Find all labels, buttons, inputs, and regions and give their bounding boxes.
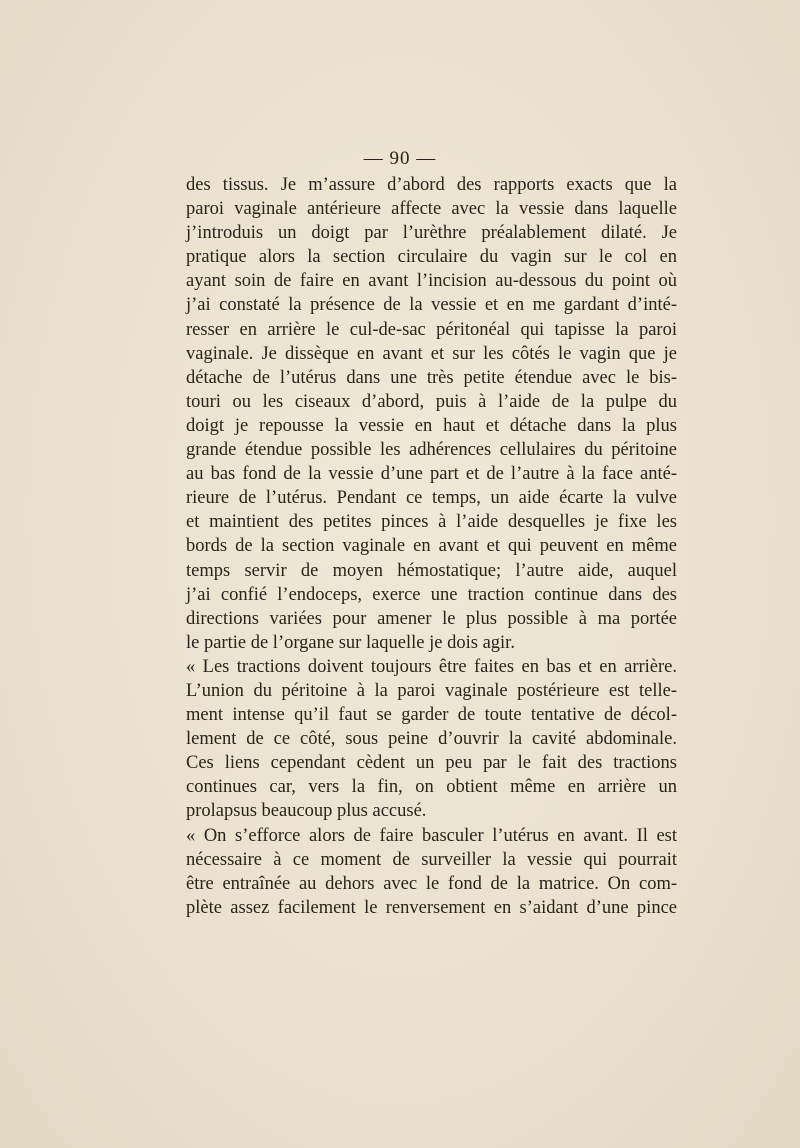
text-line: doigt je repousse la vessie en haut et détache dans la plus [186,415,677,436]
body-text [186,173,677,920]
text-line: vaginale. Je dissèque en avant et sur les côtés le vagin que je [186,343,677,364]
text-line: prolapsus beaucoup plus accusé. [186,801,427,822]
text-line: et maintient des petites pinces à l’aide desquelles je fixe les [186,512,677,533]
text-line: bords de la section vaginale en avant et qui peuvent en même [186,536,677,557]
text-line: être entraînée au dehors avec le fond de la matrice. On com- [186,873,677,894]
text-line: des tissus. Je m’assure d’abord des rapports exacts que la [186,175,677,195]
text-line: au bas fond de la vessie d’une part et de l’autre à la face anté- [186,464,677,485]
text-line: rieure de l’utérus. Pendant ce temps, un aide écarte la vulve [186,488,677,509]
text-line: Ces liens cependant cèdent un peu par le fait des tractions [186,753,677,774]
text-line: « On s’efforce alors de faire basculer l’utérus en avant. Il est [186,825,677,846]
text-line: pratique alors la section circulaire du vagin sur le col en [186,247,677,268]
text-line: paroi vaginale antérieure affecte avec la vessie dans laquelle [186,199,677,220]
text-line: lement de ce côté, sous peine d’ouvrir la cavité abdominale. [186,729,677,750]
text-line: directions variées pour amener le plus possible à ma portée [186,608,677,629]
text-line: grande étendue possible les adhérences cellulaires du péritoine [186,440,677,461]
text-line: détache de l’utérus dans une très petite étendue avec le bis- [186,367,677,388]
page-number: — 90 — [363,148,437,169]
text-line: L’union du péritoine à la paroi vaginale postérieure est telle- [186,680,677,701]
text-line: temps servir de moyen hémostatique; l’autre aide, auquel [186,560,677,581]
text-line: ment intense qu’il faut se garder de toute tentative de décol- [186,705,677,726]
text-line: j’ai constaté la présence de la vessie et en me gardant d’inté- [186,295,677,316]
text-line: resser en arrière le cul-de-sac péritonéal qui tapisse la paroi [186,319,677,340]
text-line: ayant soin de faire en avant l’incision au-dessous du point où [186,271,677,292]
text-line: le partie de l’organe sur laquelle je dois agir. [186,632,515,653]
text-line: plète assez facilement le renversement en s’aidant d’une pince [186,897,677,918]
text-line: nécessaire à ce moment de surveiller la vessie qui pourrait [186,849,677,870]
text-line: touri ou les ciseaux d’abord, puis à l’aide de la pulpe du [186,391,677,412]
text-line: j’introduis un doigt par l’urèthre préalablement dilaté. Je [186,223,677,244]
text-line: j’ai confié l’endoceps, exerce une traction continue dans des [186,584,677,605]
text-line: continues car, vers la fin, on obtient même en arrière un [186,777,677,798]
text-line: « Les tractions doivent toujours être faites en bas et en arrière. [186,656,677,677]
